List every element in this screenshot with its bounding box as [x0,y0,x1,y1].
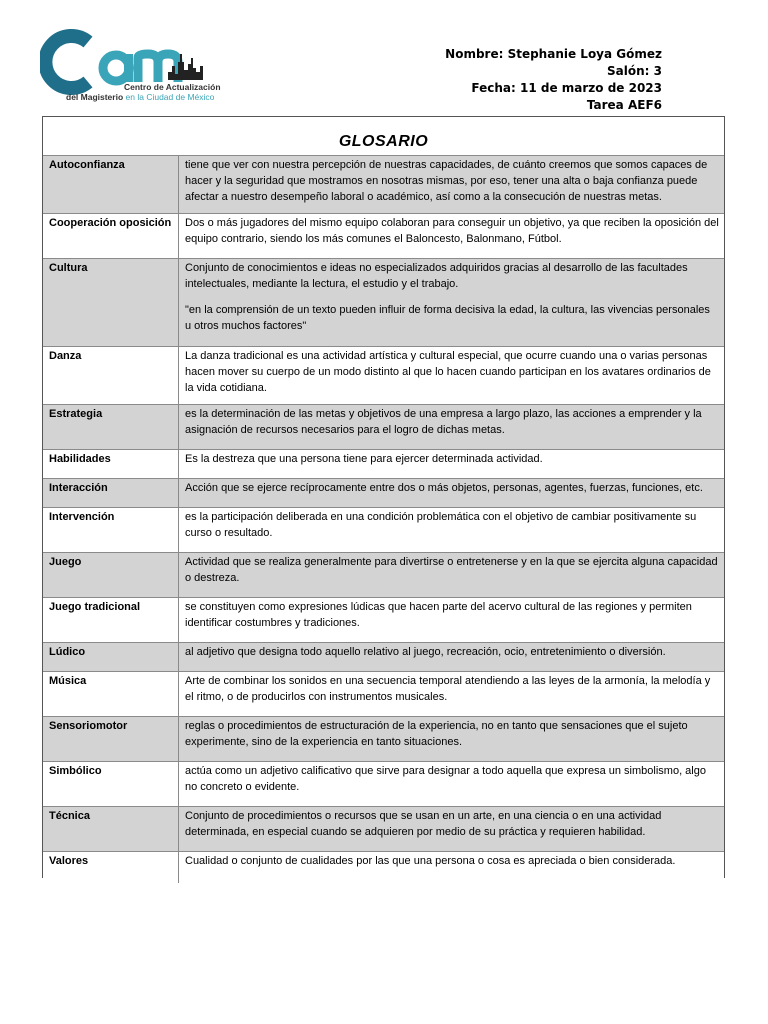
definition-text: Conjunto de procedimientos o recursos que se usan en un arte, en una ciencia o en una actividad determinada, en especial cuando se adquieren por medio de su práctica y requieren habilidad. [185,810,662,838]
assignment: Tarea AEF6 [586,98,662,112]
glossary-term: Juego tradicional [43,598,179,643]
definition-text: Actividad que se realiza generalmente para divertirse o entretenerse y en la que se ejercita alguna capacidad o destreza. [185,556,718,584]
student-info [445,46,662,114]
glossary-definition [179,717,725,762]
glossary-term: Técnica [43,807,179,852]
glossary-definition [179,762,725,807]
glossary-row [43,852,724,883]
definition-text: actúa como un adjetivo calificativo que sirve para designar a todo aquella que expresa un simbolismo, algo no concreto o evidente. [185,765,706,793]
glossary-definition [179,598,725,643]
logo-caption [66,82,226,102]
glossary-row [43,553,724,598]
glossary-term: Intervención [43,508,179,553]
glossary-row [43,508,724,553]
definition-text: Es la destreza que una persona tiene para ejercer determinada actividad. [185,453,543,465]
definition-text: tiene que ver con nuestra percepción de nuestras capacidades, de cuánto creemos que somos capaces de hacer y la seguridad que mostramos en nosotras mismas, por eso, tener una alta o baja confianza puede afectar a nuestro desempeño laboral o académico, así como a la consecución de nuestras metas. [185,159,708,203]
glossary-row [43,156,724,214]
glossary-term: Interacción [43,479,179,508]
glossary-sheet [42,116,725,878]
definition-text: Cualidad o conjunto de cualidades por las que una persona o cosa es apreciada o bien considerada. [185,855,676,867]
glossary-row [43,672,724,717]
definition-text: Conjunto de conocimientos e ideas no especializados adquiridos gracias al desarrollo de las facultades intelectuales, mediante la lectura, el estudio y el trabajo. [185,262,688,290]
definition-text: La danza tradicional es una actividad artística y cultural especial, que ocurre cuando una o varias personas hacen mover su cuerpo de un modo distinto al que lo hacen cuando participan en los avatares ordinarios de la vida cotidiana. [185,350,711,394]
glossary-row [43,807,724,852]
glossary-term: Cultura [43,259,179,347]
definition-text: se constituyen como expresiones lúdicas que hacen parte del acervo cultural de las regiones y permiten identificar costumbres y tradiciones. [185,601,692,629]
glossary-term: Música [43,672,179,717]
glossary-term: Cooperación oposición [43,214,179,259]
definition-text: es la participación deliberada en una condición problemática con el objetivo de cambiar positivamente su curso o resultado. [185,511,697,539]
glossary-definition [179,672,725,717]
glossary-row [43,479,724,508]
glossary-row [43,643,724,672]
glossary-row [43,347,724,405]
glossary-definition [179,479,725,508]
glossary-row [43,762,724,807]
glossary-term: Sensoriomotor [43,717,179,762]
definition-quote: "en la comprensión de un texto pueden influir de forma decisiva la edad, la cultura, las vivencias personales u otros muchos factores" [185,304,710,332]
glossary-definition [179,347,725,405]
glossary-row [43,405,724,450]
glossary-definition [179,807,725,852]
glossary-row [43,259,724,347]
definition-text: es la determinación de las metas y objetivos de una empresa a largo plazo, las acciones a emprender y la asignación de recursos necesarios para el logro de dichas metas. [185,408,702,436]
glossary-term: Lúdico [43,643,179,672]
glossary-term: Simbólico [43,762,179,807]
date: Fecha: 11 de marzo de 2023 [471,81,662,95]
glossary-row [43,450,724,479]
glossary-definition [179,450,725,479]
definition-text: Dos o más jugadores del mismo equipo colaboran para conseguir un objetivo, ya que reciben la oposición del equipo contrario, siendo los más comunes el Baloncesto, Balonmano, Fútbol. [185,217,719,245]
glossary-definition [179,214,725,259]
glossary-definition [179,643,725,672]
glossary-definition [179,405,725,450]
glossary-row [43,598,724,643]
glossary-title: GLOSARIO [338,133,429,150]
glossary-definition [179,259,725,347]
glossary-term: Autoconfianza [43,156,179,214]
glossary-term: Danza [43,347,179,405]
glossary-term: Estrategia [43,405,179,450]
definition-text: Arte de combinar los sonidos en una secuencia temporal atendiendo a las leyes de la armonía, la melodía y el ritmo, o de producirlos con instrumentos musicales. [185,675,711,703]
glossary-row [43,717,724,762]
glossary-definition [179,156,725,214]
definition-text: reglas o procedimientos de estructuración de la experiencia, no en tanto que sensaciones que el sujeto experimente, sino de la experiencia en tanto situaciones. [185,720,688,748]
logo-line2b: en la Ciudad de México [125,92,215,102]
glossary-definition [179,553,725,598]
logo-line2a: del Magisterio [66,92,124,102]
definition-text: Acción que se ejerce recíprocamente entre dos o más objetos, personas, agentes, fuerzas, funciones, etc. [185,482,703,494]
logo-line1: Centro de Actualización [124,82,221,92]
glossary-definition [179,852,725,883]
classroom: Salón: 3 [607,64,662,78]
glossary-row [43,214,724,259]
glossary-term: Valores [43,852,179,883]
definition-text: al adjetivo que designa todo aquello relativo al juego, recreación, ocio, entretenimiento o diversión. [185,646,666,658]
student-name: Nombre: Stephanie Loya Gómez [445,47,662,61]
glossary-definition [179,508,725,553]
glossary-term: Habilidades [43,450,179,479]
glossary-table [43,155,724,883]
glossary-term: Juego [43,553,179,598]
